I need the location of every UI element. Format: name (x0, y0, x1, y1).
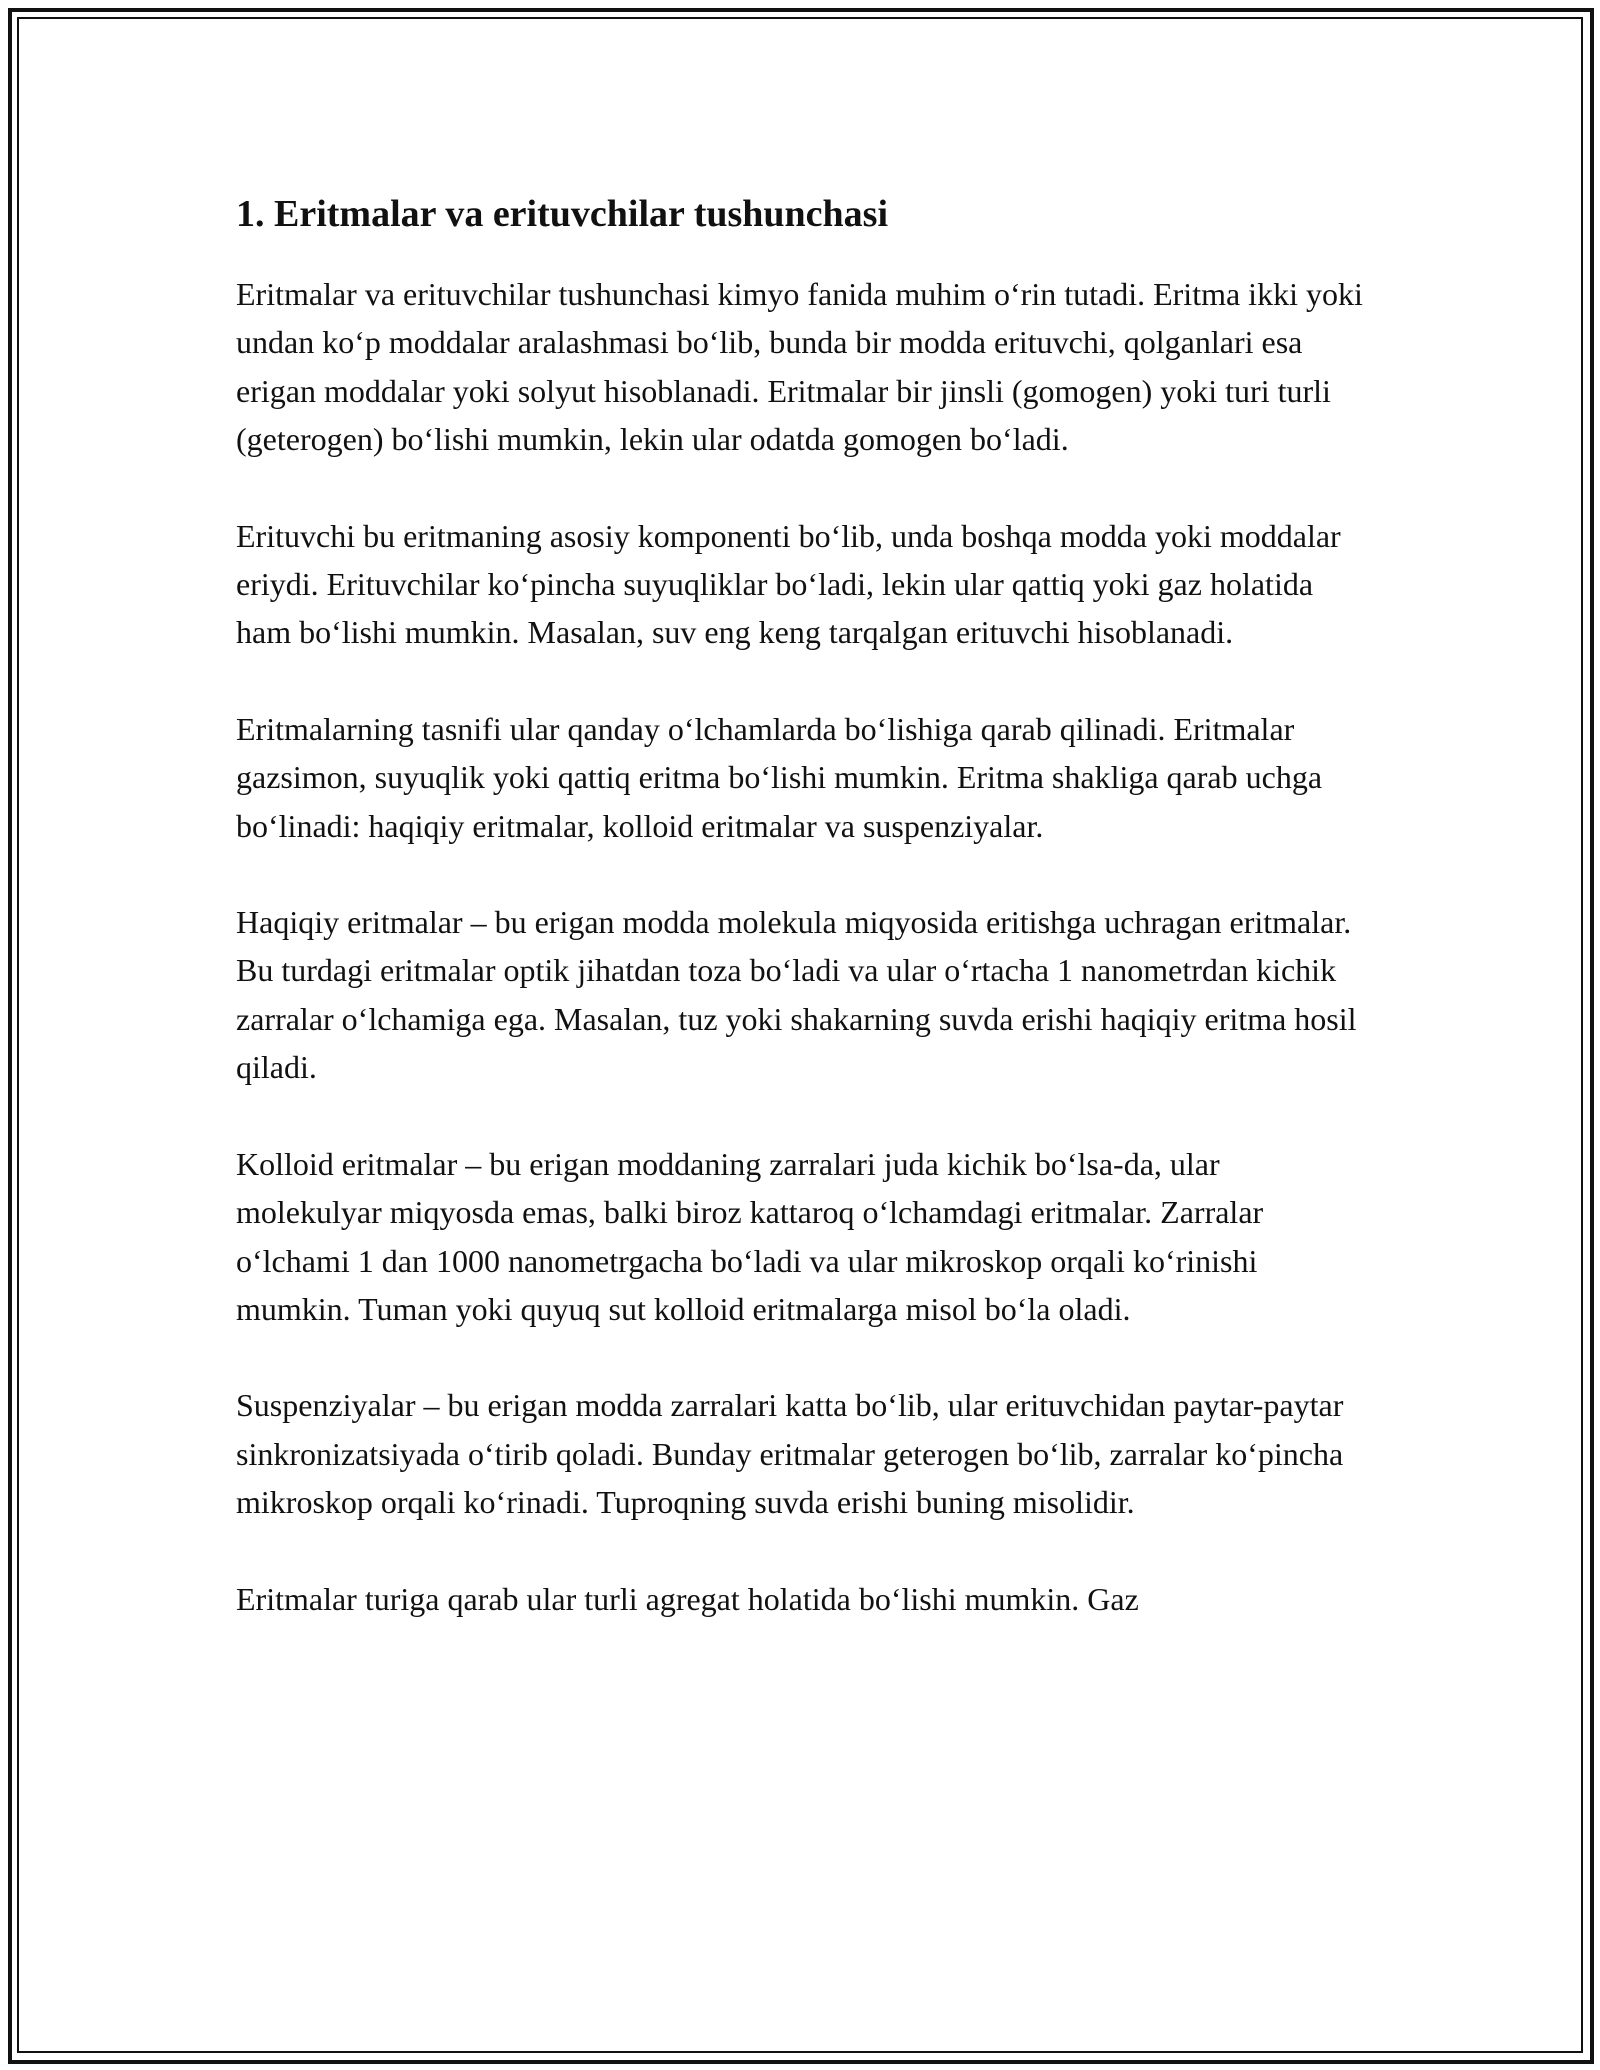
paragraph-suspensions: Suspenziyalar – bu erigan modda zarralari katta bo‘lib, ular erituvchidan paytar-paytar sinkronizatsiyada o‘tirib qoladi. Bunday eritmalar geterogen bo‘lib, zarralar ko‘pincha mikroskop orqali ko‘rinadi. Tuproqning suvda erishi buning misolidir. (236, 1387, 1344, 1521)
section-heading: 1. Eritmalar va erituvchilar tushunchasi (236, 193, 889, 235)
paragraph-aggregate-states: Eritmalar turiga qarab ular turli agregat holatida bo‘lishi mumkin. Gaz (236, 1580, 1139, 1617)
paragraph-intro: Eritmalar va erituvchilar tushunchasi kimyo fanida muhim o‘rin tutadi. Eritma ikki yoki undan ko‘p moddalar aralashmasi bo‘lib, bunda bir modda erituvchi, qolganlari esa erigan moddalar yoki solyut hisoblanadi. Eritmalar bir jinsli (gomogen) yoki turi turli (geterogen) bo‘lishi mumkin, lekin ular odatda gomogen bo‘ladi. (236, 276, 1363, 458)
paragraph-classification: Eritmalarning tasnifi ular qanday o‘lchamlarda bo‘lishiga qarab qilinadi. Eritmalar gazsimon, suyuqlik yoki qattiq eritma bo‘lishi mumkin. Eritma shakliga qarab uchga bo‘linadi: haqiqiy eritmalar, kolloid eritmalar va suspenziyalar. (236, 710, 1323, 844)
document-body (236, 186, 1366, 1671)
paragraph-solvent: Erituvchi bu eritmaning asosiy komponenti bo‘lib, unda boshqa modda yoki moddalar eriydi. Erituvchilar ko‘pincha suyuqliklar bo‘ladi, lekin ular qattiq yoki gaz holatida ham bo‘lishi mumkin. Masalan, suv eng keng tarqalgan erituvchi hisoblanadi. (236, 517, 1341, 651)
paragraph-colloids: Kolloid eritmalar – bu erigan moddaning zarralari juda kichik bo‘lsa-da, ular molekulyar miqyosda emas, balki biroz kattaroq o‘lchamdagi eritmalar. Zarralar o‘lchami 1 dan 1000 nanometrgacha bo‘ladi va ular mikroskop orqali ko‘rinishi mumkin. Tuman yoki quyuq sut kolloid eritmalarga misol bo‘la oladi. (236, 1145, 1264, 1327)
paragraph-true-solutions: Haqiqiy eritmalar – bu erigan modda molekula miqyosida eritishga uchragan eritmalar. Bu turdagi eritmalar optik jihatdan toza bo‘ladi va ular o‘rtacha 1 nanometrdan kichik zarralar o‘lchamiga ega. Masalan, tuz yoki shakarning suvda erishi haqiqiy eritma hosil qiladi. (236, 904, 1357, 1086)
